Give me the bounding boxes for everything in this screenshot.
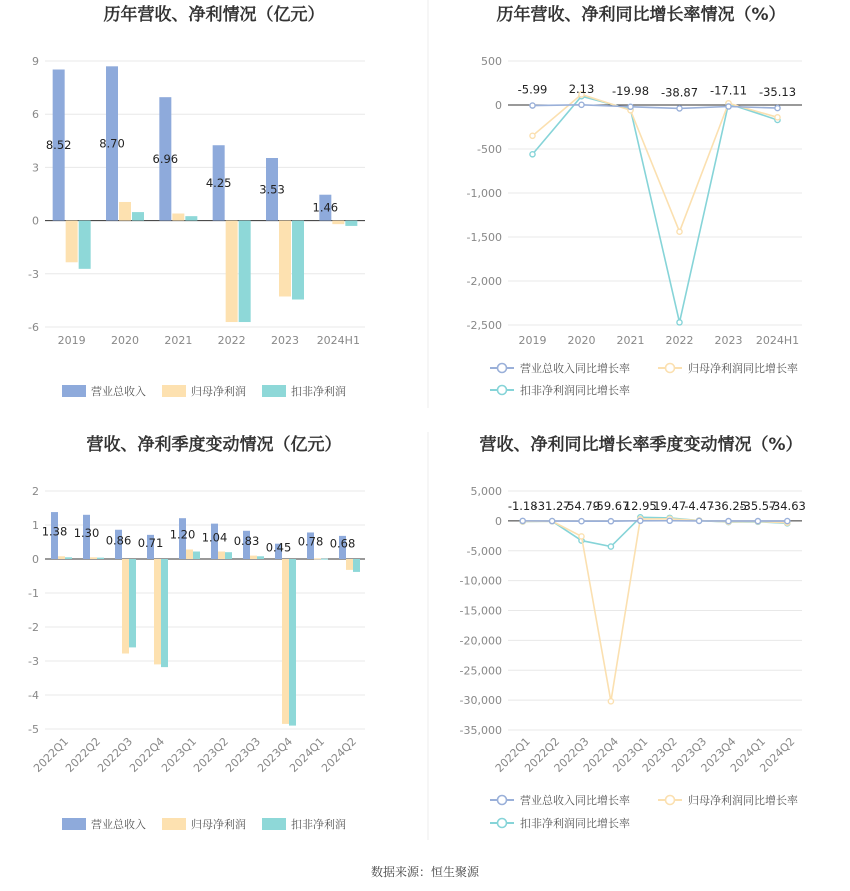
line-data-label: -36.25 [709,499,748,514]
bar-deducted-profit [132,212,144,221]
bar-deducted-profit [321,559,328,560]
bar-net-profit [58,556,65,559]
line-data-label: -31.27 [533,499,571,514]
legend-swatch [262,385,286,397]
x-tick-label: 2023Q3 [669,734,710,775]
bar-net-profit [154,559,161,664]
legend-label: 扣非净利润同比增长率 [520,817,630,830]
x-tick-label: 2020 [567,334,596,347]
y-tick-label: 2 [32,485,39,498]
bar-deducted-profit [65,557,72,559]
x-tick-label: 2024Q1 [287,734,328,775]
line-point [608,699,613,704]
y-tick-label: -2,500 [466,319,502,332]
source-note: 数据来源：恒生聚源 [370,865,480,879]
y-tick-label: -5,000 [466,544,502,558]
legend-label: 营业总收入 [91,818,146,831]
bar-net-profit [314,558,321,559]
bar-data-label: 0.78 [297,534,324,549]
chart-title: 历年营收、净利同比增长率情况（%） [496,5,786,25]
y-tick-label: 0 [495,514,502,528]
y-tick-label: -15,000 [459,604,502,618]
legend-swatch [262,818,286,830]
line-point [608,519,613,524]
line-data-label: -4.47 [684,498,714,513]
x-tick-label: 2024H1 [316,334,360,347]
y-tick-label: -5 [28,723,39,736]
legend-swatch [162,818,186,830]
y-tick-label: -2,000 [466,275,502,288]
x-tick-label: 2022Q1 [31,734,72,775]
line-point [726,518,731,523]
y-tick-label: 1 [32,519,39,532]
x-tick-label: 2023 [714,334,743,347]
legend-swatch [62,385,86,397]
bar-deducted-profit [161,559,168,667]
legend-label: 扣非净利润 [291,818,346,831]
legend-marker [666,796,675,805]
bar-net-profit [332,221,344,225]
x-tick-label: 2024H1 [755,334,800,347]
legend-label: 归母净利润同比增长率 [688,362,798,375]
x-tick-label: 2022Q4 [580,734,622,775]
x-tick-label: 2019 [518,334,547,347]
legend-marker [498,386,507,395]
x-tick-label: 2022 [665,334,694,347]
x-tick-label: 2022 [217,334,246,347]
line-data-label: -35.57 [739,499,777,514]
line-series-deducted-profit-growth [533,96,778,322]
bar-net-profit [218,552,225,559]
bar-data-label: 0.83 [233,533,260,548]
y-tick-label: -20,000 [459,634,502,648]
legend-swatch [162,385,186,397]
bar-deducted-profit [225,552,232,559]
bar-net-profit [346,559,353,570]
bar-deducted-profit [193,552,200,559]
line-point [677,229,682,234]
y-tick-label: 6 [32,108,39,122]
bar-net-profit [226,221,238,322]
line-data-label: -34.63 [768,499,806,514]
y-tick-label: -35,000 [459,724,502,737]
bar-data-label: 8.52 [45,138,72,153]
x-tick-label: 2023Q1 [159,734,200,775]
line-point [608,544,613,549]
line-point [520,518,525,523]
line-point [628,104,633,109]
x-tick-label: 2023Q4 [255,734,296,775]
line-point [775,115,780,120]
x-tick-label: 2023Q2 [191,734,232,775]
line-data-label: 2.13 [568,81,595,96]
line-data-label: -5.99 [517,82,548,97]
x-tick-label: 2022Q2 [522,734,563,775]
bar-data-label: 3.53 [259,182,285,197]
y-tick-label: -1,000 [466,187,502,200]
legend-swatch [62,818,86,830]
bar-net-profit [279,221,291,297]
legend-marker [498,796,507,805]
line-point [726,104,731,109]
legend-label: 营业总收入同比增长率 [520,794,630,807]
bar-data-label: 0.68 [329,536,356,551]
x-tick-label: 2022Q4 [127,734,168,775]
bar-data-label: 4.25 [205,175,232,190]
x-tick-label: 2024Q1 [727,734,769,775]
legend-marker [666,364,675,373]
legend-label: 归母净利润 [191,385,246,398]
line-data-label: -54.79 [562,499,601,514]
bar-deducted-profit [289,559,296,726]
line-data-label: -38.87 [660,85,699,100]
x-tick-label: 2020 [111,334,139,347]
bar-data-label: 0.86 [105,533,132,548]
y-tick-label: -2 [28,621,39,634]
y-tick-label: 0 [495,99,502,112]
y-tick-label: -1,500 [466,231,502,244]
line-point [579,102,584,107]
chart-title: 营收、净利季度变动情况（亿元） [86,435,342,455]
bar-deducted-profit [292,221,304,300]
x-tick-label: 2019 [57,334,86,347]
bar-net-profit [90,557,97,559]
x-tick-label: 2023Q4 [698,734,739,775]
line-point [785,518,790,523]
line-point [667,518,672,523]
x-tick-label: 2021 [616,334,645,347]
legend-label: 扣非净利润 [291,385,346,398]
x-tick-label: 2022Q1 [492,734,533,775]
legend-label: 扣非净利润同比增长率 [520,384,630,397]
y-tick-label: -6 [28,321,39,334]
chart-title: 营收、净利同比增长率季度变动情况（%） [479,435,803,455]
bar-deducted-profit [129,559,136,647]
x-tick-label: 2023Q2 [639,734,680,775]
line-data-label: -19.98 [611,83,650,98]
y-tick-label: 500 [481,55,502,68]
y-tick-label: 3 [32,161,39,175]
legend-marker [498,364,507,373]
y-tick-label: 0 [32,214,39,228]
chart-title: 历年营收、净利情况（亿元） [103,5,325,25]
line-point [530,152,535,157]
line-point [550,518,555,523]
legend-label: 归母净利润同比增长率 [688,794,798,807]
line-point [530,103,535,108]
line-point [677,106,682,111]
bar-data-label: 0.71 [137,535,164,550]
bar-deducted-profit [79,221,91,269]
bar-net-profit [186,549,193,559]
bar-deducted-profit [353,559,360,572]
x-tick-label: 2022Q3 [95,734,136,775]
x-tick-label: 2022Q3 [551,734,592,775]
x-tick-label: 2023Q1 [610,734,651,775]
bar-net-profit [282,559,289,724]
bar-data-label: 1.20 [169,527,196,542]
x-tick-label: 2024Q2 [757,734,798,775]
x-tick-label: 2023 [271,334,299,347]
y-tick-label: -10,000 [459,574,502,588]
y-tick-label: -1 [28,587,39,600]
bar-deducted-profit [239,221,251,322]
line-data-label: -59.67 [592,499,630,514]
bar-data-label: 1.30 [73,525,100,540]
y-tick-label: 9 [32,55,39,68]
x-tick-label: 2021 [164,334,193,347]
x-tick-label: 2022Q2 [63,734,104,775]
bar-deducted-profit [345,221,357,226]
bar-net-profit [250,556,257,559]
legend-marker [498,819,507,828]
bar-net-profit [66,221,78,263]
y-tick-label: -3 [28,267,39,281]
line-data-label: -1.18 [507,498,538,513]
bar-deducted-profit [97,558,104,559]
y-tick-label: -3 [28,655,39,668]
y-tick-label: -500 [477,143,502,156]
x-tick-label: 2023Q3 [223,734,264,775]
y-tick-label: -30,000 [459,694,502,708]
line-point [697,518,702,523]
line-point [530,133,535,138]
bar-data-label: 1.04 [201,530,228,545]
bar-net-profit [119,202,131,221]
line-point [638,518,643,523]
line-point [755,518,760,523]
bar-data-label: 8.70 [99,136,125,151]
line-data-label: -35.13 [758,85,797,100]
bar-data-label: 0.45 [265,540,292,555]
bar-net-profit [122,559,129,654]
y-tick-label: 0 [32,553,39,566]
bar-deducted-profit [185,216,197,220]
line-point [579,534,584,539]
legend-label: 营业总收入 [91,385,146,398]
y-tick-label: -25,000 [459,664,502,678]
line-point [579,519,584,524]
legend-label: 归母净利润 [191,818,246,831]
legend-label: 营业总收入同比增长率 [520,362,630,375]
line-data-label: 12.95 [623,498,657,513]
line-point [677,320,682,325]
line-data-label: -17.11 [709,83,748,98]
bar-data-label: 1.38 [41,524,68,539]
bar-net-profit [172,214,184,221]
x-tick-label: 2024Q2 [319,734,360,775]
y-tick-label: -4 [28,689,39,702]
y-tick-label: 5,000 [470,485,502,498]
bar-data-label: 1.46 [312,200,339,215]
line-series-net-profit-growth [533,94,778,231]
line-data-label: 19.47 [653,498,687,513]
bar-deducted-profit [257,556,264,559]
bar-data-label: 6.96 [152,151,179,166]
line-point [775,105,780,110]
